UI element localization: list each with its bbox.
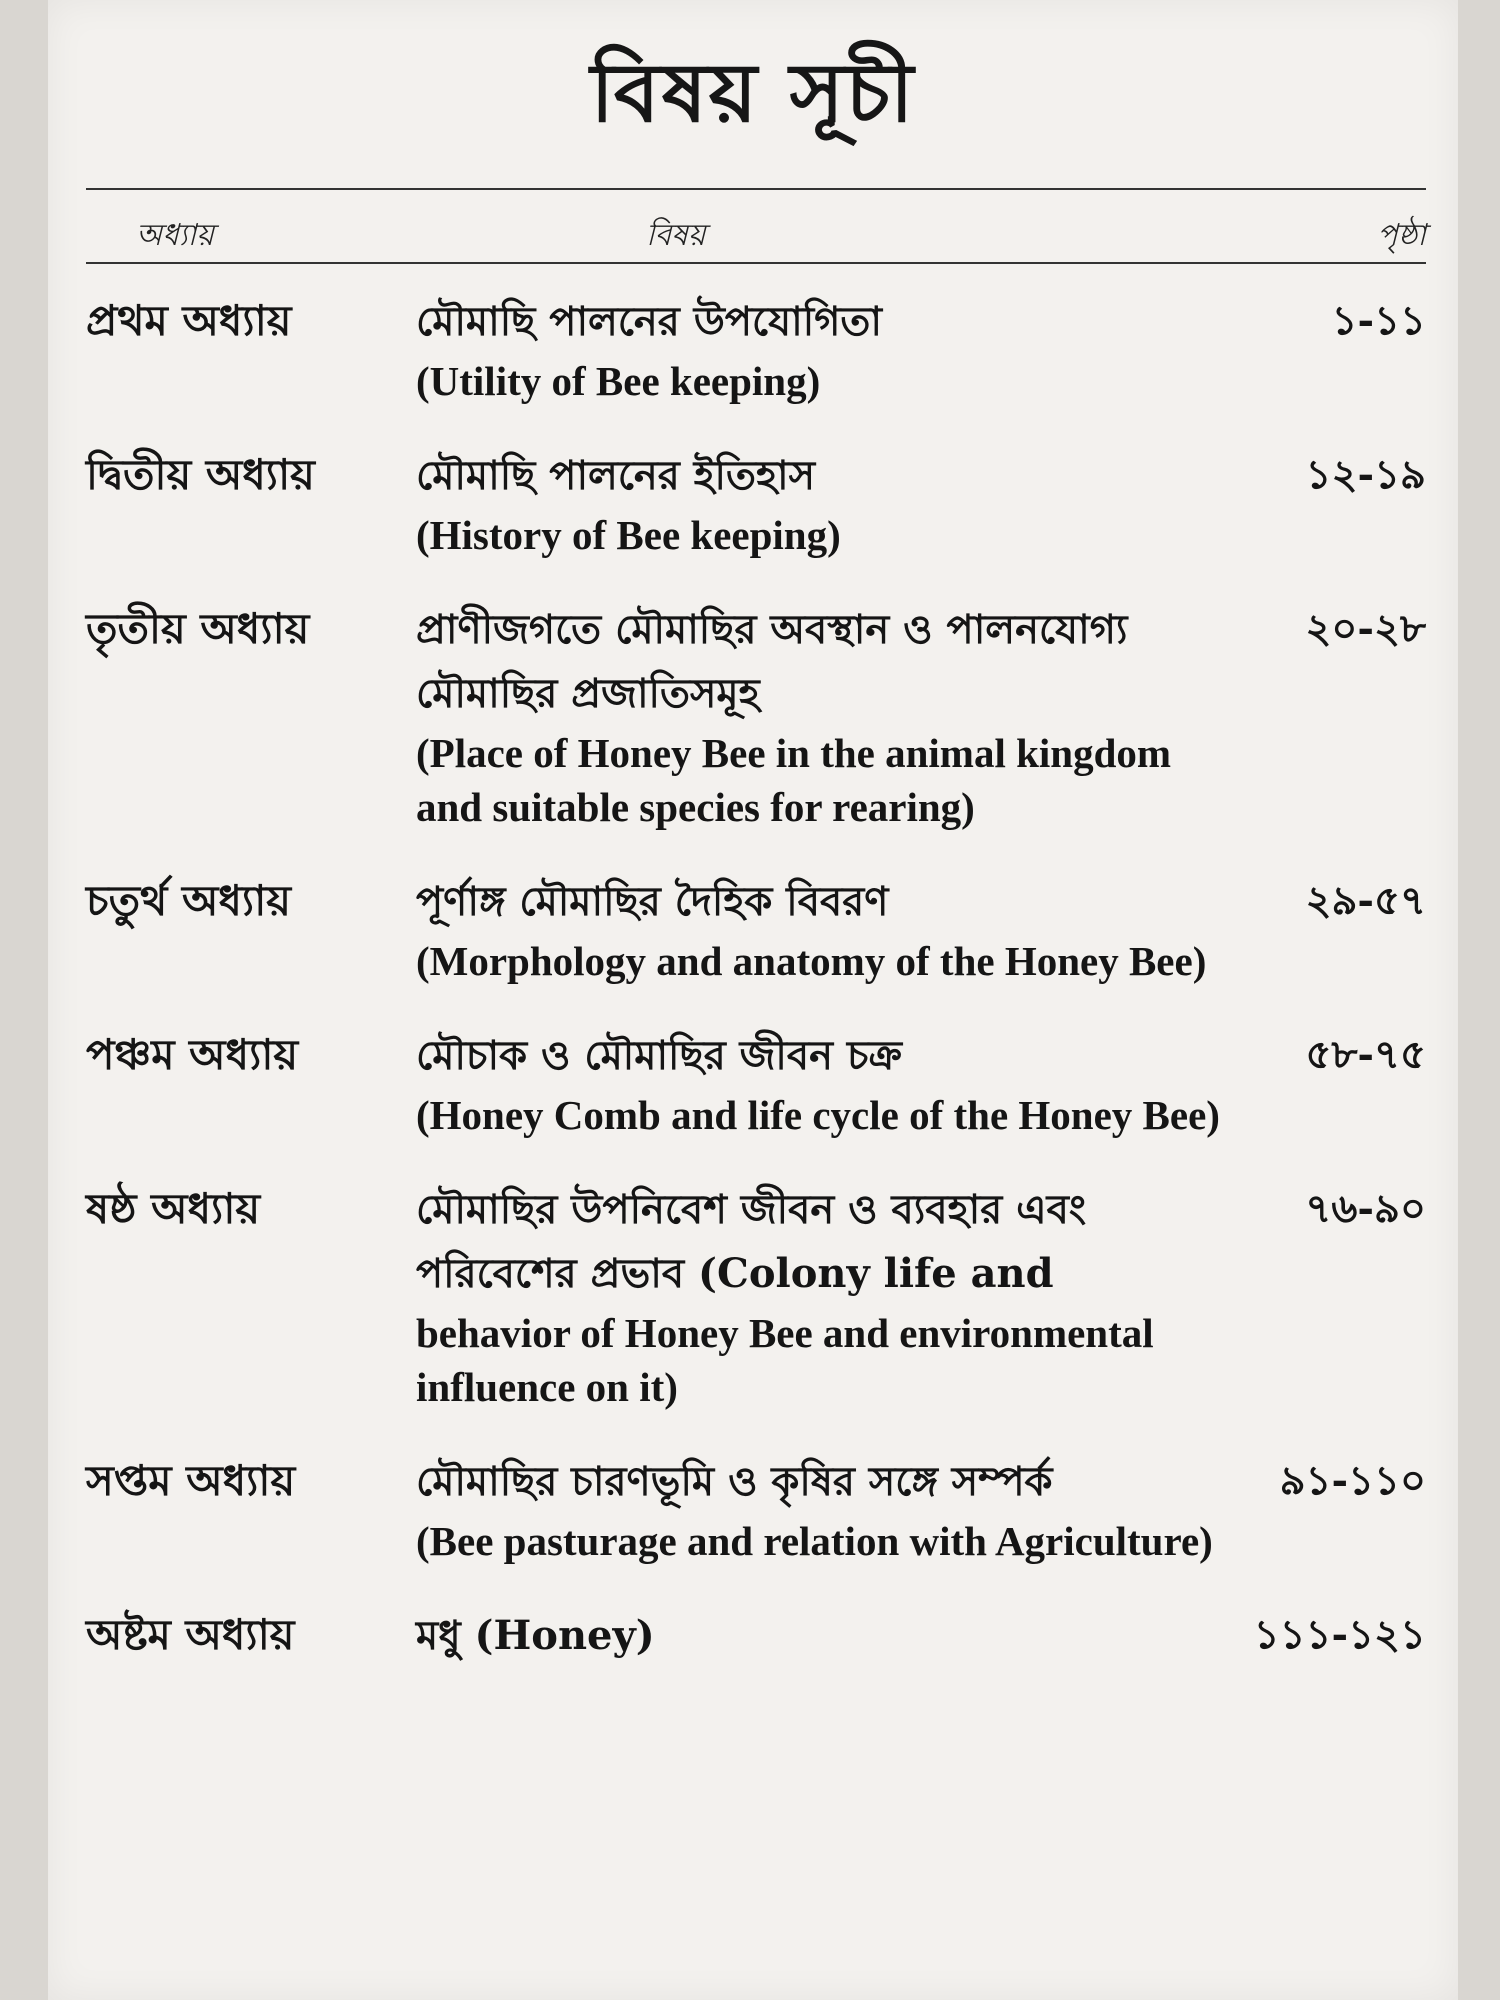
- chapter-label: চতুর্থ অধ্যায়: [86, 876, 292, 925]
- subject-english: (Honey Comb and life cycle of the Honey Bee): [416, 1092, 1220, 1138]
- subject-column-header: বিষয়: [646, 218, 706, 253]
- page-range: ১২-১৯: [1305, 451, 1426, 498]
- subject-text: [416, 290, 1236, 408]
- toc-entry[interactable]: [86, 1178, 1426, 1414]
- subject-bengali: প্রাণীজগতে মৌমাছির অবস্থান ও পালনযোগ্য মৌমাছির প্রজাতিসমূহ: [416, 606, 1128, 717]
- page-title: বিষয় সূচী: [590, 45, 916, 141]
- subject-text: [416, 1450, 1236, 1568]
- page-range: ৭৬-৯০: [1305, 1185, 1426, 1232]
- chapter-label: ষষ্ঠ অধ্যায়: [86, 1184, 261, 1233]
- subject-text: [416, 870, 1236, 988]
- subject-text: [416, 598, 1236, 834]
- subject-english: (History of Bee keeping): [416, 512, 841, 558]
- subject-bengali: পূর্ণাঙ্গ মৌমাছির দৈহিক বিবরণ: [416, 878, 889, 925]
- chapter-label: সপ্তম অধ্যায়: [86, 1456, 296, 1505]
- subject-bengali: মৌচাক ও মৌমাছির জীবন চক্র: [416, 1032, 902, 1079]
- page-range: ৫৮-৭৫: [1305, 1031, 1426, 1078]
- toc-entry[interactable]: [86, 1604, 1426, 1668]
- page-range: ১-১১: [1331, 297, 1426, 344]
- header-bottom-rule: [86, 262, 1426, 264]
- subject-english: behavior of Honey Bee and environmental influence on it): [416, 1310, 1154, 1410]
- toc-entry[interactable]: [86, 1024, 1426, 1142]
- subject-bengali: মৌমাছি পালনের উপযোগিতা: [416, 298, 883, 345]
- page-range: ২৯-৫৭: [1305, 877, 1426, 924]
- chapter-label: তৃতীয় অধ্যায়: [86, 604, 310, 653]
- subject-bengali: মধু (Honey): [416, 1612, 655, 1659]
- subject-english: (Morphology and anatomy of the Honey Bee): [416, 938, 1207, 984]
- subject-bengali: মৌমাছির চারণভূমি ও কৃষির সঙ্গে সম্পর্ক: [416, 1458, 1053, 1505]
- page-range: ৯১-১১০: [1279, 1457, 1426, 1504]
- subject-bengali: মৌমাছির উপনিবেশ জীবন ও ব্যবহার এবং পরিবেশের প্রভাব (Colony life and: [416, 1186, 1087, 1297]
- toc-entry[interactable]: [86, 444, 1426, 562]
- chapter-label: প্রথম অধ্যায়: [86, 296, 292, 345]
- toc-entry[interactable]: [86, 598, 1426, 834]
- toc-list: [86, 290, 1426, 1698]
- chapter-label: পঞ্চম অধ্যায়: [86, 1030, 299, 1079]
- toc-entry[interactable]: [86, 1450, 1426, 1568]
- subject-bengali: মৌমাছি পালনের ইতিহাস: [416, 452, 816, 499]
- subject-text: [416, 1024, 1236, 1142]
- header-top-rule: [86, 188, 1426, 190]
- page-range: ১১১-১২১: [1253, 1611, 1426, 1658]
- subject-english: (Place of Honey Bee in the animal kingdom and suitable species for rearing): [416, 730, 1172, 830]
- toc-page: [48, 0, 1458, 2000]
- subject-text: [416, 1178, 1236, 1414]
- subject-text: [416, 1604, 1236, 1668]
- chapter-label: অষ্টম অধ্যায়: [86, 1610, 295, 1659]
- subject-text: [416, 444, 1236, 562]
- subject-english: (Utility of Bee keeping): [416, 358, 821, 404]
- toc-header-row: [86, 205, 1426, 253]
- page-column-header: পৃষ্ঠা: [1377, 218, 1426, 253]
- chapter-label: দ্বিতীয় অধ্যায়: [86, 450, 315, 499]
- toc-entry[interactable]: [86, 290, 1426, 408]
- page-range: ২০-২৮: [1305, 605, 1426, 652]
- subject-english: (Bee pasturage and relation with Agriculture): [416, 1518, 1213, 1564]
- toc-entry[interactable]: [86, 870, 1426, 988]
- chapter-column-header: অধ্যায়: [136, 218, 214, 253]
